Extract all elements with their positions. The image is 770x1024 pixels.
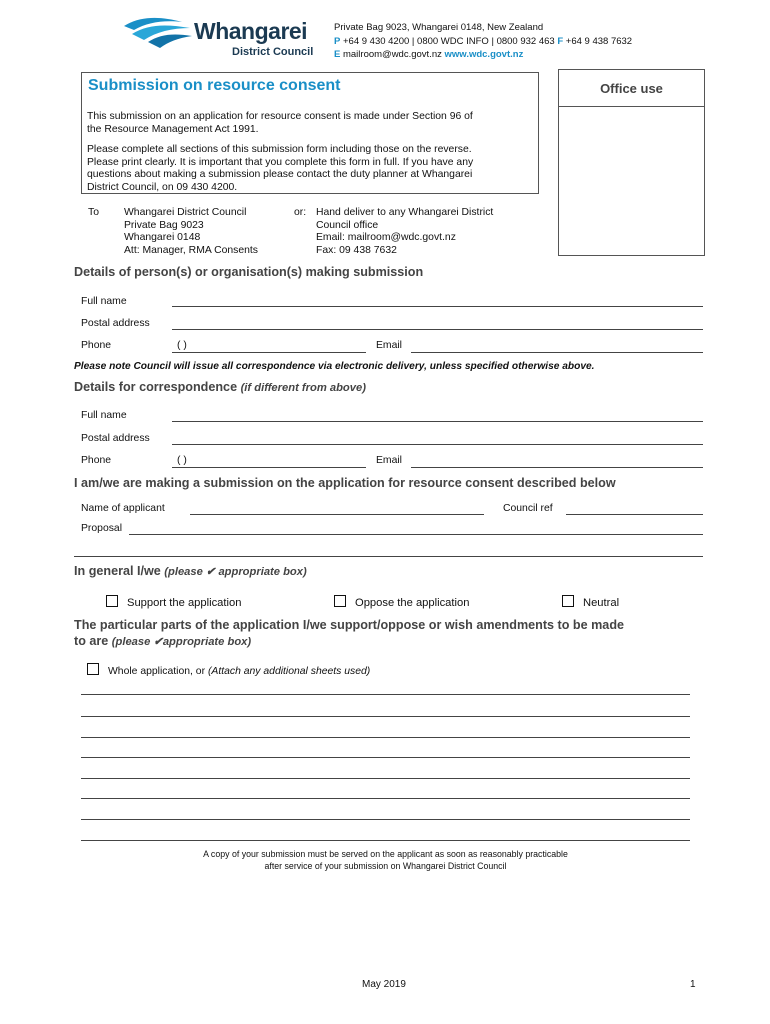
delivery-line: Council office [316,219,379,231]
header-address: Private Bag 9023, Whangarei 0148, New Zealand [334,22,544,33]
council-logo [122,16,322,62]
header-fax: +64 9 438 7632 [565,36,633,47]
delivery-line: Hand deliver to any Whangarei District [316,207,494,218]
support-checkbox[interactable] [106,595,118,607]
corr-phone-label: Phone [81,455,112,466]
header-email-line [334,49,523,60]
logo-subtitle: District Council [232,46,314,58]
page-number: 1 [690,979,696,990]
email-field[interactable] [411,352,703,353]
phone-field[interactable] [172,352,366,353]
parts-answer-line[interactable] [81,737,690,738]
parts-answer-line[interactable] [81,716,690,717]
applicant-label: Name of applicant [81,503,165,514]
electronic-delivery-note: Please note Council will issue all correspondence via electronic delivery, unless specified otherwise above. [74,361,595,372]
parts-answer-line[interactable] [81,757,690,758]
parts-heading-text: to are [74,634,109,648]
or-label: or: [294,207,307,218]
corr-phone-field[interactable] [172,467,366,468]
corr-email-label: Email [376,455,402,466]
service-notice-line: A copy of your submission must be served on the applicant as soon as reasonably practicable [203,849,568,859]
correspondence-heading-text: Details for correspondence [74,380,238,394]
correspondence-heading-note: (if different from above) [240,382,366,394]
header-website[interactable]: www.wdc.govt.nz [444,49,524,60]
council-ref-field[interactable] [566,514,703,515]
phone-label: Phone [81,340,112,351]
form-title: Submission on resource consent [88,77,341,94]
council-ref-label: Council ref [503,503,553,514]
fax-label: F [557,36,564,47]
address-line: Private Bag 9023 [124,219,204,231]
address-line: Whangarei 0148 [124,232,201,244]
to-label: To [88,207,99,218]
postal-address-label: Postal address [81,318,150,329]
parts-answer-line[interactable] [81,819,690,820]
office-use-label: Office use [559,70,704,107]
intro-line: Please complete all sections of this submission form including those on the reverse. [87,144,472,155]
parts-answer-line[interactable] [81,840,690,841]
email-label: Email [376,340,402,351]
corr-full-name-label: Full name [81,410,127,421]
full-name-label: Full name [81,296,127,307]
support-label: Support the application [127,597,242,609]
wave-bird-icon [122,16,194,50]
corr-phone-area-code: ( ) [177,455,187,466]
office-use-box [558,69,705,256]
correspondence-heading [74,380,366,394]
applicant-field[interactable] [190,514,484,515]
delivery-line: Fax: 09 438 7632 [316,244,397,256]
header-email[interactable]: mailroom@wdc.govt.nz [342,49,442,60]
whole-application-option[interactable] [87,663,370,677]
neutral-checkbox[interactable] [562,595,574,607]
oppose-label: Oppose the application [355,597,470,609]
parts-answer-line[interactable] [81,778,690,779]
parts-answer-line[interactable] [81,798,690,799]
parts-heading-line: The particular parts of the application I/we support/oppose or wish amendments to be made [74,618,625,632]
position-heading [74,564,307,578]
corr-email-field[interactable] [411,467,703,468]
whole-application-note: (Attach any additional sheets used) [207,666,371,677]
postal-address-field[interactable] [172,329,703,330]
service-notice [81,848,690,872]
parts-answer-line[interactable] [81,694,690,695]
whole-application-checkbox[interactable] [87,663,99,675]
intro-paragraph-2 [87,144,473,194]
position-heading-text: In general I/we [74,564,161,578]
neutral-option[interactable] [562,595,619,609]
phone-label: P [334,36,341,47]
intro-paragraph-1 [87,111,473,136]
header-phone-line [334,36,632,47]
intro-line: This submission on an application for resource consent is made under Section 96 of [87,111,473,122]
corr-postal-address-field[interactable] [172,444,703,445]
corr-postal-address-label: Postal address [81,433,150,444]
corr-full-name-field[interactable] [172,421,703,422]
parts-heading-line [74,633,624,650]
delivery-line: Email: mailroom@wdc.govt.nz [316,232,456,244]
oppose-checkbox[interactable] [334,595,346,607]
council-address [124,207,258,257]
submitter-heading: Details of person(s) or organisation(s) making submission [74,265,424,279]
proposal-field-line-2[interactable] [74,556,703,557]
address-line: Whangarei District Council [124,207,247,218]
full-name-field[interactable] [172,306,703,307]
oppose-option[interactable] [334,595,469,609]
position-heading-note: (please ✔ appropriate box) [164,566,307,578]
parts-heading-note: (please ✔appropriate box) [111,636,252,648]
intro-line: questions about making a submission please contact the duty planner at Whangarei [87,169,473,181]
parts-heading [74,617,624,650]
intro-line: the Resource Management Act 1991. [87,123,259,135]
form-date: May 2019 [362,979,406,990]
neutral-label: Neutral [583,597,620,609]
support-option[interactable] [106,595,241,609]
logo-name: Whangarei [194,18,308,44]
proposal-label: Proposal [81,523,123,534]
email-label: E [334,49,341,60]
alternate-delivery [316,207,493,257]
intro-line: Please print clearly. It is important that you complete this form in full. If you have any [87,156,474,168]
application-heading: I am/we are making a submission on the application for resource consent described below [74,476,616,490]
phone-area-code: ( ) [177,340,187,351]
proposal-field-line-1[interactable] [129,534,703,535]
intro-line: District Council, on 09 430 4200. [87,181,238,193]
service-notice-line: after service of your submission on Whangarei District Council [264,861,507,871]
header-phone: +64 9 430 4200 | 0800 WDC INFO | 0800 932 463 [342,36,555,47]
whole-application-label: Whole application, or [108,666,206,677]
address-line: Att: Manager, RMA Consents [124,244,258,256]
